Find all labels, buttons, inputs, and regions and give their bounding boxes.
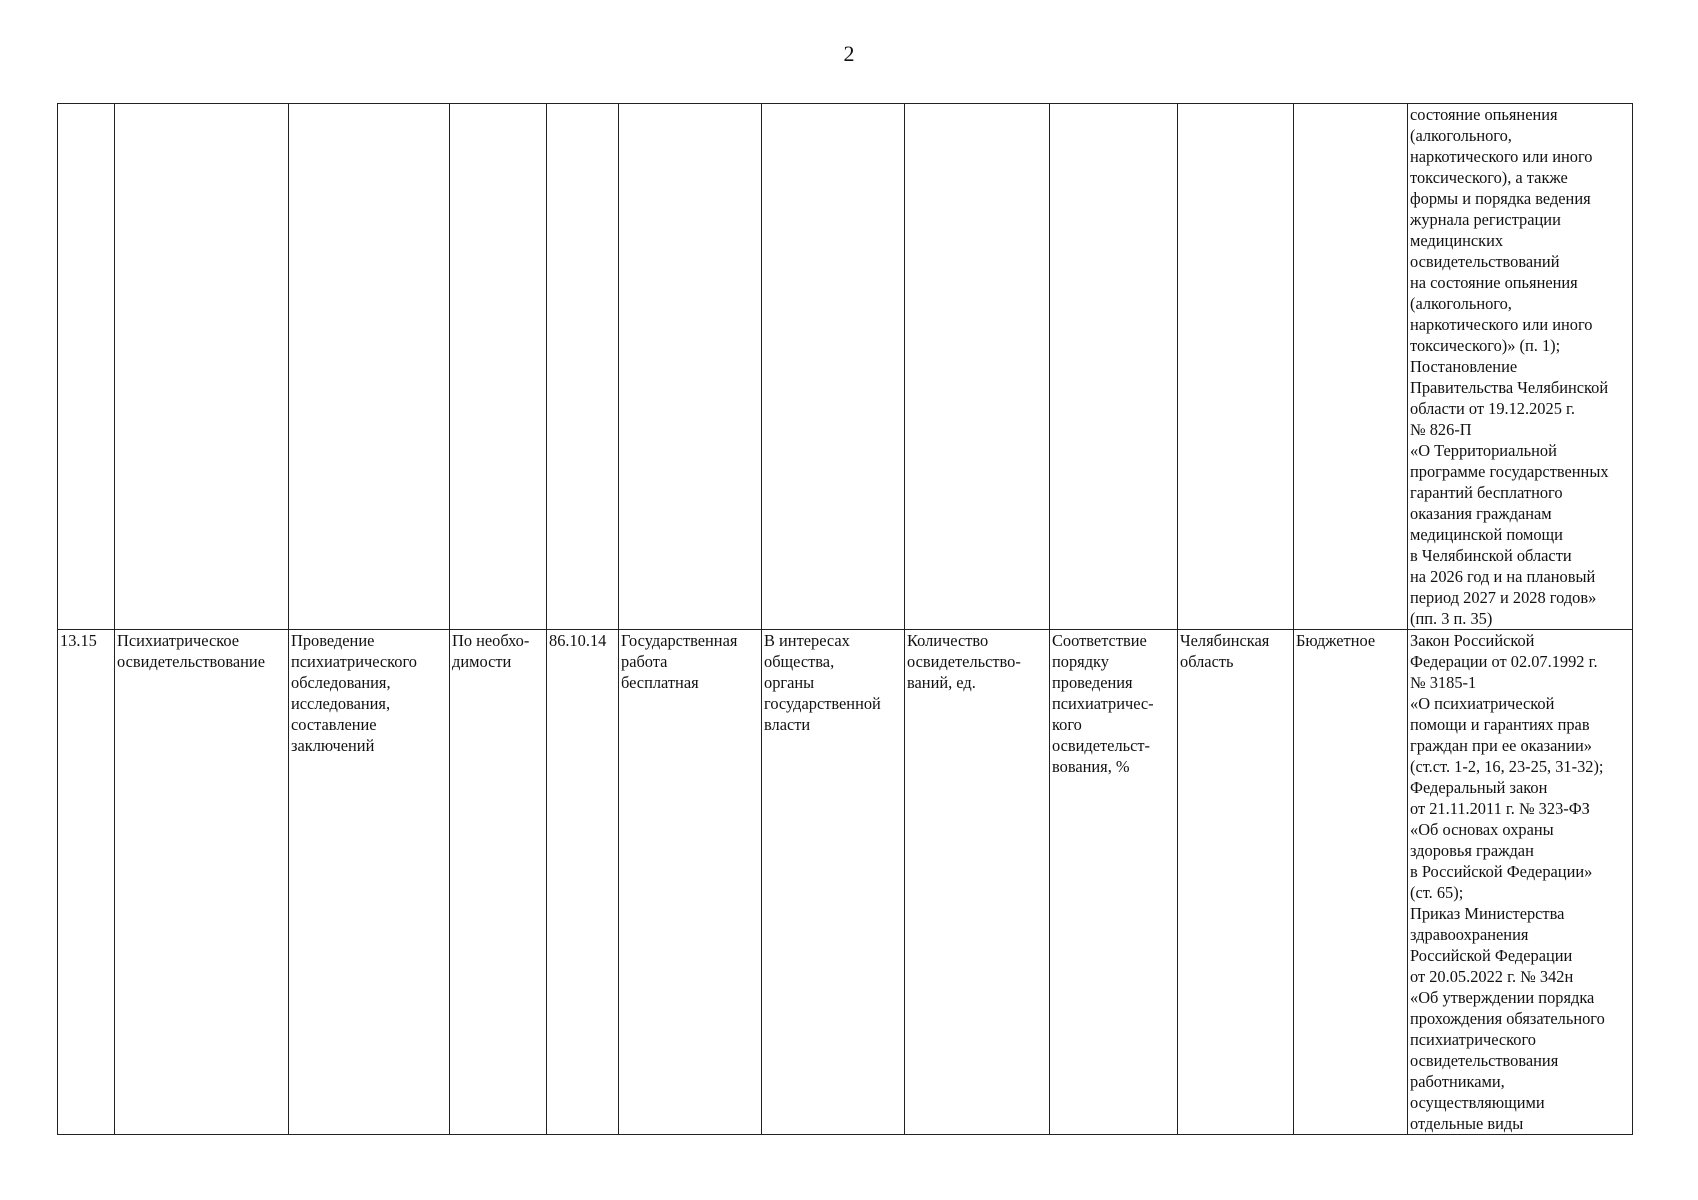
cell-quality-indicator: Соответствие порядку проведения психиатричес- кого освидетельст- вования, % xyxy=(1050,630,1178,1135)
table-row xyxy=(58,630,1633,1135)
cell-consumers: В интересах общества, органы государственной власти xyxy=(762,630,905,1135)
cell-frequency xyxy=(450,104,547,630)
cell-volume-indicator xyxy=(905,104,1050,630)
cell-content: Проведение психиатрического обследования, исследования, составление заключений xyxy=(289,630,450,1135)
page-number: 2 xyxy=(843,41,855,66)
cell-institution-type: Бюджетное xyxy=(1294,630,1408,1135)
cell-legal-basis: состояние опьянения (алкогольного, наркотического или иного токсического), а также формы и порядка ведения журнала регистрации медицинских освидетельствований на состояние опьянения (алкогольного, наркотического или иного токсического)» (п. 1); Постановление Правительства Челябинской области от 19.12.2025 г. № 826-П «О Территориальной программе государственных гарантий бесплатного оказания гражданам медицинской помощи в Челябинской области на 2026 год и на плановый период 2027 и 2028 годов» (пп. 3 п. 35) xyxy=(1408,104,1633,630)
cell-institution-type xyxy=(1294,104,1408,630)
cell-number xyxy=(58,104,115,630)
cell-quality-indicator xyxy=(1050,104,1178,630)
cell-number: 13.15 xyxy=(58,630,115,1135)
cell-volume-indicator: Количество освидетельство- ваний, ед. xyxy=(905,630,1050,1135)
cell-service-name: Психиатрическое освидетельствование xyxy=(115,630,289,1135)
document-table xyxy=(57,103,1633,1135)
cell-work-type xyxy=(619,104,762,630)
cell-consumers xyxy=(762,104,905,630)
cell-legal-basis: Закон Российской Федерации от 02.07.1992 г. № 3185-1 «О психиатрической помощи и гарантиях прав граждан при ее оказании» (ст.ст. 1-2, 16, 23-25, 31-32); Федеральный закон от 21.11.2011 г. № 323-ФЗ «Об основах охраны здоровья граждан в Российской Федерации» (ст. 65); Приказ Министерства здравоохранения Российской Федерации от 20.05.2022 г. № 342н «Об утверждении порядка прохождения обязательного психиатрического освидетельствования работниками, осуществляющими отдельные виды xyxy=(1408,630,1633,1135)
cell-code: 86.10.14 xyxy=(547,630,619,1135)
cell-region: Челябинская область xyxy=(1178,630,1294,1135)
table-row xyxy=(58,104,1633,630)
cell-content xyxy=(289,104,450,630)
cell-service-name xyxy=(115,104,289,630)
cell-frequency: По необхо- димости xyxy=(450,630,547,1135)
cell-code xyxy=(547,104,619,630)
cell-region xyxy=(1178,104,1294,630)
cell-work-type: Государственная работа бесплатная xyxy=(619,630,762,1135)
